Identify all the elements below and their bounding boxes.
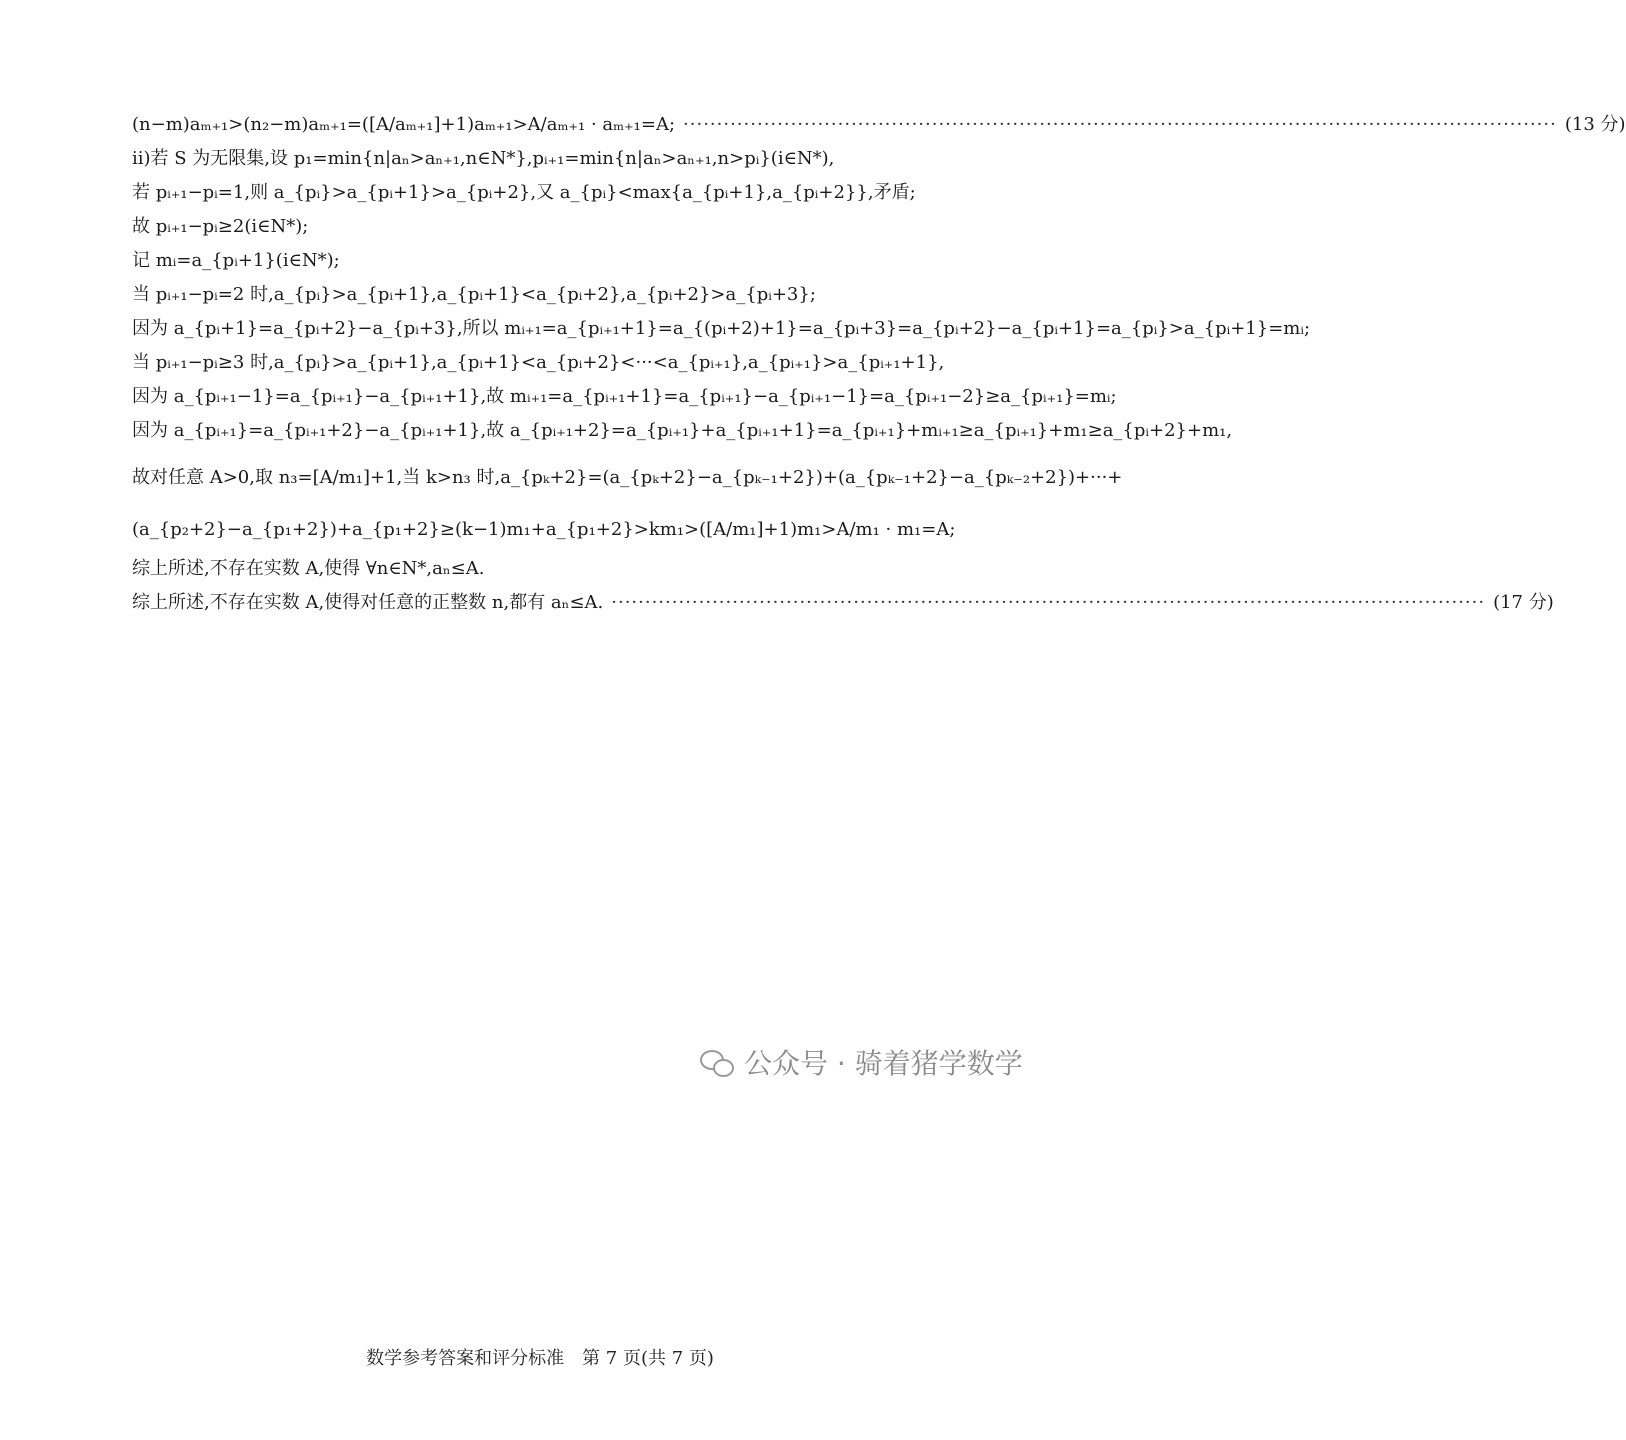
- score-17: (17 分): [1493, 592, 1554, 613]
- line-text: 当 pᵢ₊₁−pᵢ=2 时,a_{pᵢ}>a_{pᵢ+1},a_{pᵢ+1}<a_{pᵢ+2},a_{pᵢ+2}>a_{pᵢ+3};: [132, 284, 816, 305]
- solution-line-13: [132, 552, 978, 586]
- solution-line-7: [132, 312, 1311, 346]
- solution-line-10: [132, 414, 1233, 448]
- score-13: (13 分): [1564, 114, 1626, 135]
- line-text: 因为 a_{pᵢ+1}=a_{pᵢ+2}−a_{pᵢ+3},所以 mᵢ₊₁=a_{pᵢ₊₁+1}=a_{(pᵢ+2)+1}=a_{pᵢ+3}=a_{pᵢ+2}−a_{pᵢ+1}=a_{pᵢ}>a_{pᵢ+1}=mᵢ;: [132, 318, 1311, 339]
- line-text: (n−m)aₘ₊₁>(n₂−m)aₘ₊₁=([A/aₘ₊₁]+1)aₘ₊₁>A/aₘ₊₁ · aₘ₊₁=A;: [132, 114, 676, 135]
- solution-line-3: [132, 176, 978, 210]
- solution-line-4: [132, 210, 978, 244]
- solution-line-5: [132, 244, 978, 278]
- watermark: [700, 1042, 1023, 1082]
- line-text: 因为 a_{pᵢ₊₁−1}=a_{pᵢ₊₁}−a_{pᵢ₊₁+1},故 mᵢ₊₁=a_{pᵢ₊₁+1}=a_{pᵢ₊₁}−a_{pᵢ₊₁−1}=a_{pᵢ₊₁−2}≥a_{pᵢ₊₁}=mᵢ;: [132, 386, 1117, 407]
- leader-dots: [611, 586, 1485, 620]
- solution-line-9: [132, 380, 1117, 414]
- line-text: 记 mᵢ=a_{pᵢ+1}(i∈N*);: [132, 250, 340, 271]
- line-text: 故 pᵢ₊₁−pᵢ≥2(i∈N*);: [132, 216, 309, 237]
- line-text: 若 pᵢ₊₁−pᵢ=1,则 a_{pᵢ}>a_{pᵢ+1}>a_{pᵢ+2},又 a_{pᵢ}<max{a_{pᵢ+1},a_{pᵢ+2}},矛盾;: [132, 182, 916, 203]
- solution-line-8: [132, 346, 978, 380]
- solution-line-12: [132, 508, 978, 552]
- solution-line-11: [132, 456, 1123, 500]
- line-text: 综上所述,不存在实数 A,使得 ∀n∈N*,aₙ≤A.: [132, 558, 485, 579]
- watermark-text: 公众号 · 骑着猪学数学: [744, 1047, 1023, 1080]
- line-text: 故对任意 A>0,取 n₃=[A/m₁]+1,当 k>n₃ 时,a_{pₖ+2}=(a_{pₖ+2}−a_{pₖ₋₁+2})+(a_{pₖ₋₁+2}−a_{pₖ₋₂+2})+···+: [132, 467, 1123, 488]
- wechat-icon: [700, 1048, 734, 1076]
- line-text: (a_{p₂+2}−a_{p₁+2})+a_{p₁+2}≥(k−1)m₁+a_{p₁+2}>km₁>([A/m₁]+1)m₁>A/m₁ · m₁=A;: [132, 519, 956, 540]
- line-text: 当 pᵢ₊₁−pᵢ≥3 时,a_{pᵢ}>a_{pᵢ+1},a_{pᵢ+1}<a_{pᵢ+2}<···<a_{pᵢ₊₁},a_{pᵢ₊₁}>a_{pᵢ₊₁+1},: [132, 352, 945, 373]
- solution-line-14: [132, 586, 1554, 620]
- solution-line-1: [132, 108, 1626, 142]
- leader-dots: [683, 108, 1557, 142]
- solution-line-6: [132, 278, 978, 312]
- page-footer: 数学参考答案和评分标准 第 7 页(共 7 页): [366, 1348, 714, 1369]
- line-text: 综上所述,不存在实数 A,使得对任意的正整数 n,都有 aₙ≤A.: [132, 592, 604, 613]
- line-text: 因为 a_{pᵢ₊₁}=a_{pᵢ₊₁+2}−a_{pᵢ₊₁+1},故 a_{pᵢ₊₁+2}=a_{pᵢ₊₁}+a_{pᵢ₊₁+1}=a_{pᵢ₊₁}+mᵢ₊₁≥a_{pᵢ₊₁}+m₁≥a_{pᵢ+2}+m₁,: [132, 420, 1233, 441]
- solution-body: [132, 108, 1626, 620]
- line-text: ⅱ)若 S 为无限集,设 p₁=min{n|aₙ>aₙ₊₁,n∈N*},pᵢ₊₁=min{n|aₙ>aₙ₊₁,n>pᵢ}(i∈N*),: [132, 148, 835, 169]
- solution-line-2: [132, 142, 978, 176]
